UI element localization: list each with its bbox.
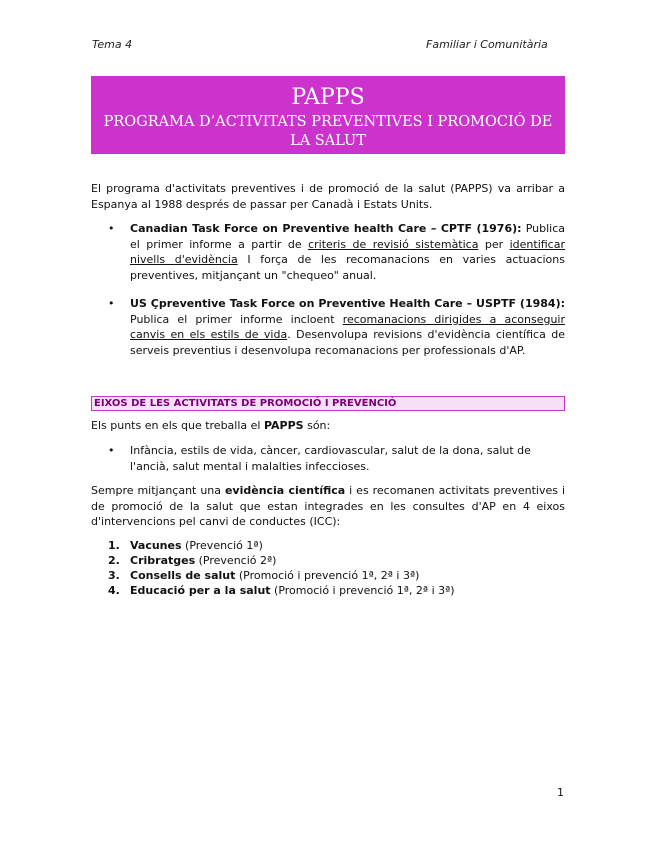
points-intro-bold: PAPPS [263, 419, 304, 432]
list-item-detail: (Promoció i prevenció 1ª, 2ª i 3ª) [270, 584, 455, 597]
axes-list [108, 538, 455, 598]
bullet-cptf-title: Canadian Task Force on Preventive health Care – CPTF (1976): [130, 222, 522, 235]
section-heading: EIXOS DE LES ACTIVITATS DE PROMOCIÓ I PREVENCIÓ [91, 396, 565, 411]
bullet-usptf-title: US Çpreventive Task Force on Preventive Health Care – USPTF (1984): [130, 297, 565, 310]
list-item-name: Consells de salut [130, 569, 236, 582]
bullet-usptf [130, 296, 565, 358]
list-item-name: Educació per a la salut [130, 584, 271, 597]
bullet-icon: • [108, 444, 115, 457]
page-title: PAPPS [291, 85, 365, 110]
bullet-cptf-text: per [478, 237, 510, 251]
list-item-detail: (Prevenció 1ª) [181, 539, 263, 552]
list-number: 2. [108, 554, 120, 567]
list-item [108, 553, 455, 568]
points-intro-text: Els punts en els que treballa el [91, 419, 264, 432]
list-item [108, 538, 455, 553]
bullet-usptf-text: . Desenvolupa revisions d'evidència científica de serveis preventius i desenvolupa recomanacions per professionals d'AP. [130, 328, 565, 357]
bullet-icon: • [108, 297, 115, 310]
bullet-cptf-text: I força de les recomanacions en varies actuacions preventives, mitjançant un "chequeo" anual. [130, 253, 565, 282]
list-item-detail: (Prevenció 2ª) [195, 554, 277, 567]
points-intro [91, 418, 565, 434]
list-item-detail: (Promoció i prevenció 1ª, 2ª i 3ª) [235, 569, 420, 582]
points-intro-text: són: [303, 419, 331, 432]
points-bullet: Infància, estils de vida, càncer, cardiovascular, salut de la dona, salut de l'ancià, salut mental i malalties infeccioses. [130, 444, 531, 473]
list-item [108, 568, 455, 583]
list-number: 3. [108, 569, 120, 582]
evidence-paragraph [91, 483, 565, 530]
list-number: 4. [108, 584, 120, 597]
bullet-cptf-text: Publica el primer informe a partir de [130, 222, 565, 251]
header-right: Familiar i Comunitària [426, 38, 548, 51]
intro-paragraph: El programa d'activitats preventives i de promoció de la salut (PAPPS) va arribar a Espanya al 1988 després de passar per Canadà i Estats Units. [91, 182, 565, 211]
bullet-icon: • [108, 222, 115, 235]
bullet-cptf-underline-2: identificar nivells d'evidència [130, 237, 565, 266]
list-item-name: Vacunes [130, 539, 182, 552]
list-number: 1. [108, 539, 120, 552]
page-number: 1 [557, 786, 564, 799]
title-box [91, 76, 565, 154]
list-item [108, 583, 455, 598]
evidence-text: Sempre mitjançant una [91, 484, 225, 497]
evidence-bold: evidència científica [224, 484, 346, 497]
bullet-usptf-underline: recomanacions dirigides a aconseguir canvis en els estils de vida [130, 312, 565, 341]
bullet-cptf [130, 221, 565, 283]
page-subtitle: PROGRAMA D’ACTIVITATS PREVENTIVES I PROMOCIÓ DE LA SALUT [103, 114, 553, 149]
header-left: Tema 4 [92, 38, 133, 51]
evidence-text: i es recomanen activitats preventives i de promoció de la salut que estan integrades en les consultes d'AP en 4 eixos d'intervencions pel canvi de conductes (ICC): [91, 484, 565, 528]
bullet-usptf-text: Publica el primer informe incloent [130, 312, 343, 326]
bullet-cptf-underline-1: criteris de revisió sistemàtica [308, 237, 479, 251]
list-item-name: Cribratges [130, 554, 196, 567]
